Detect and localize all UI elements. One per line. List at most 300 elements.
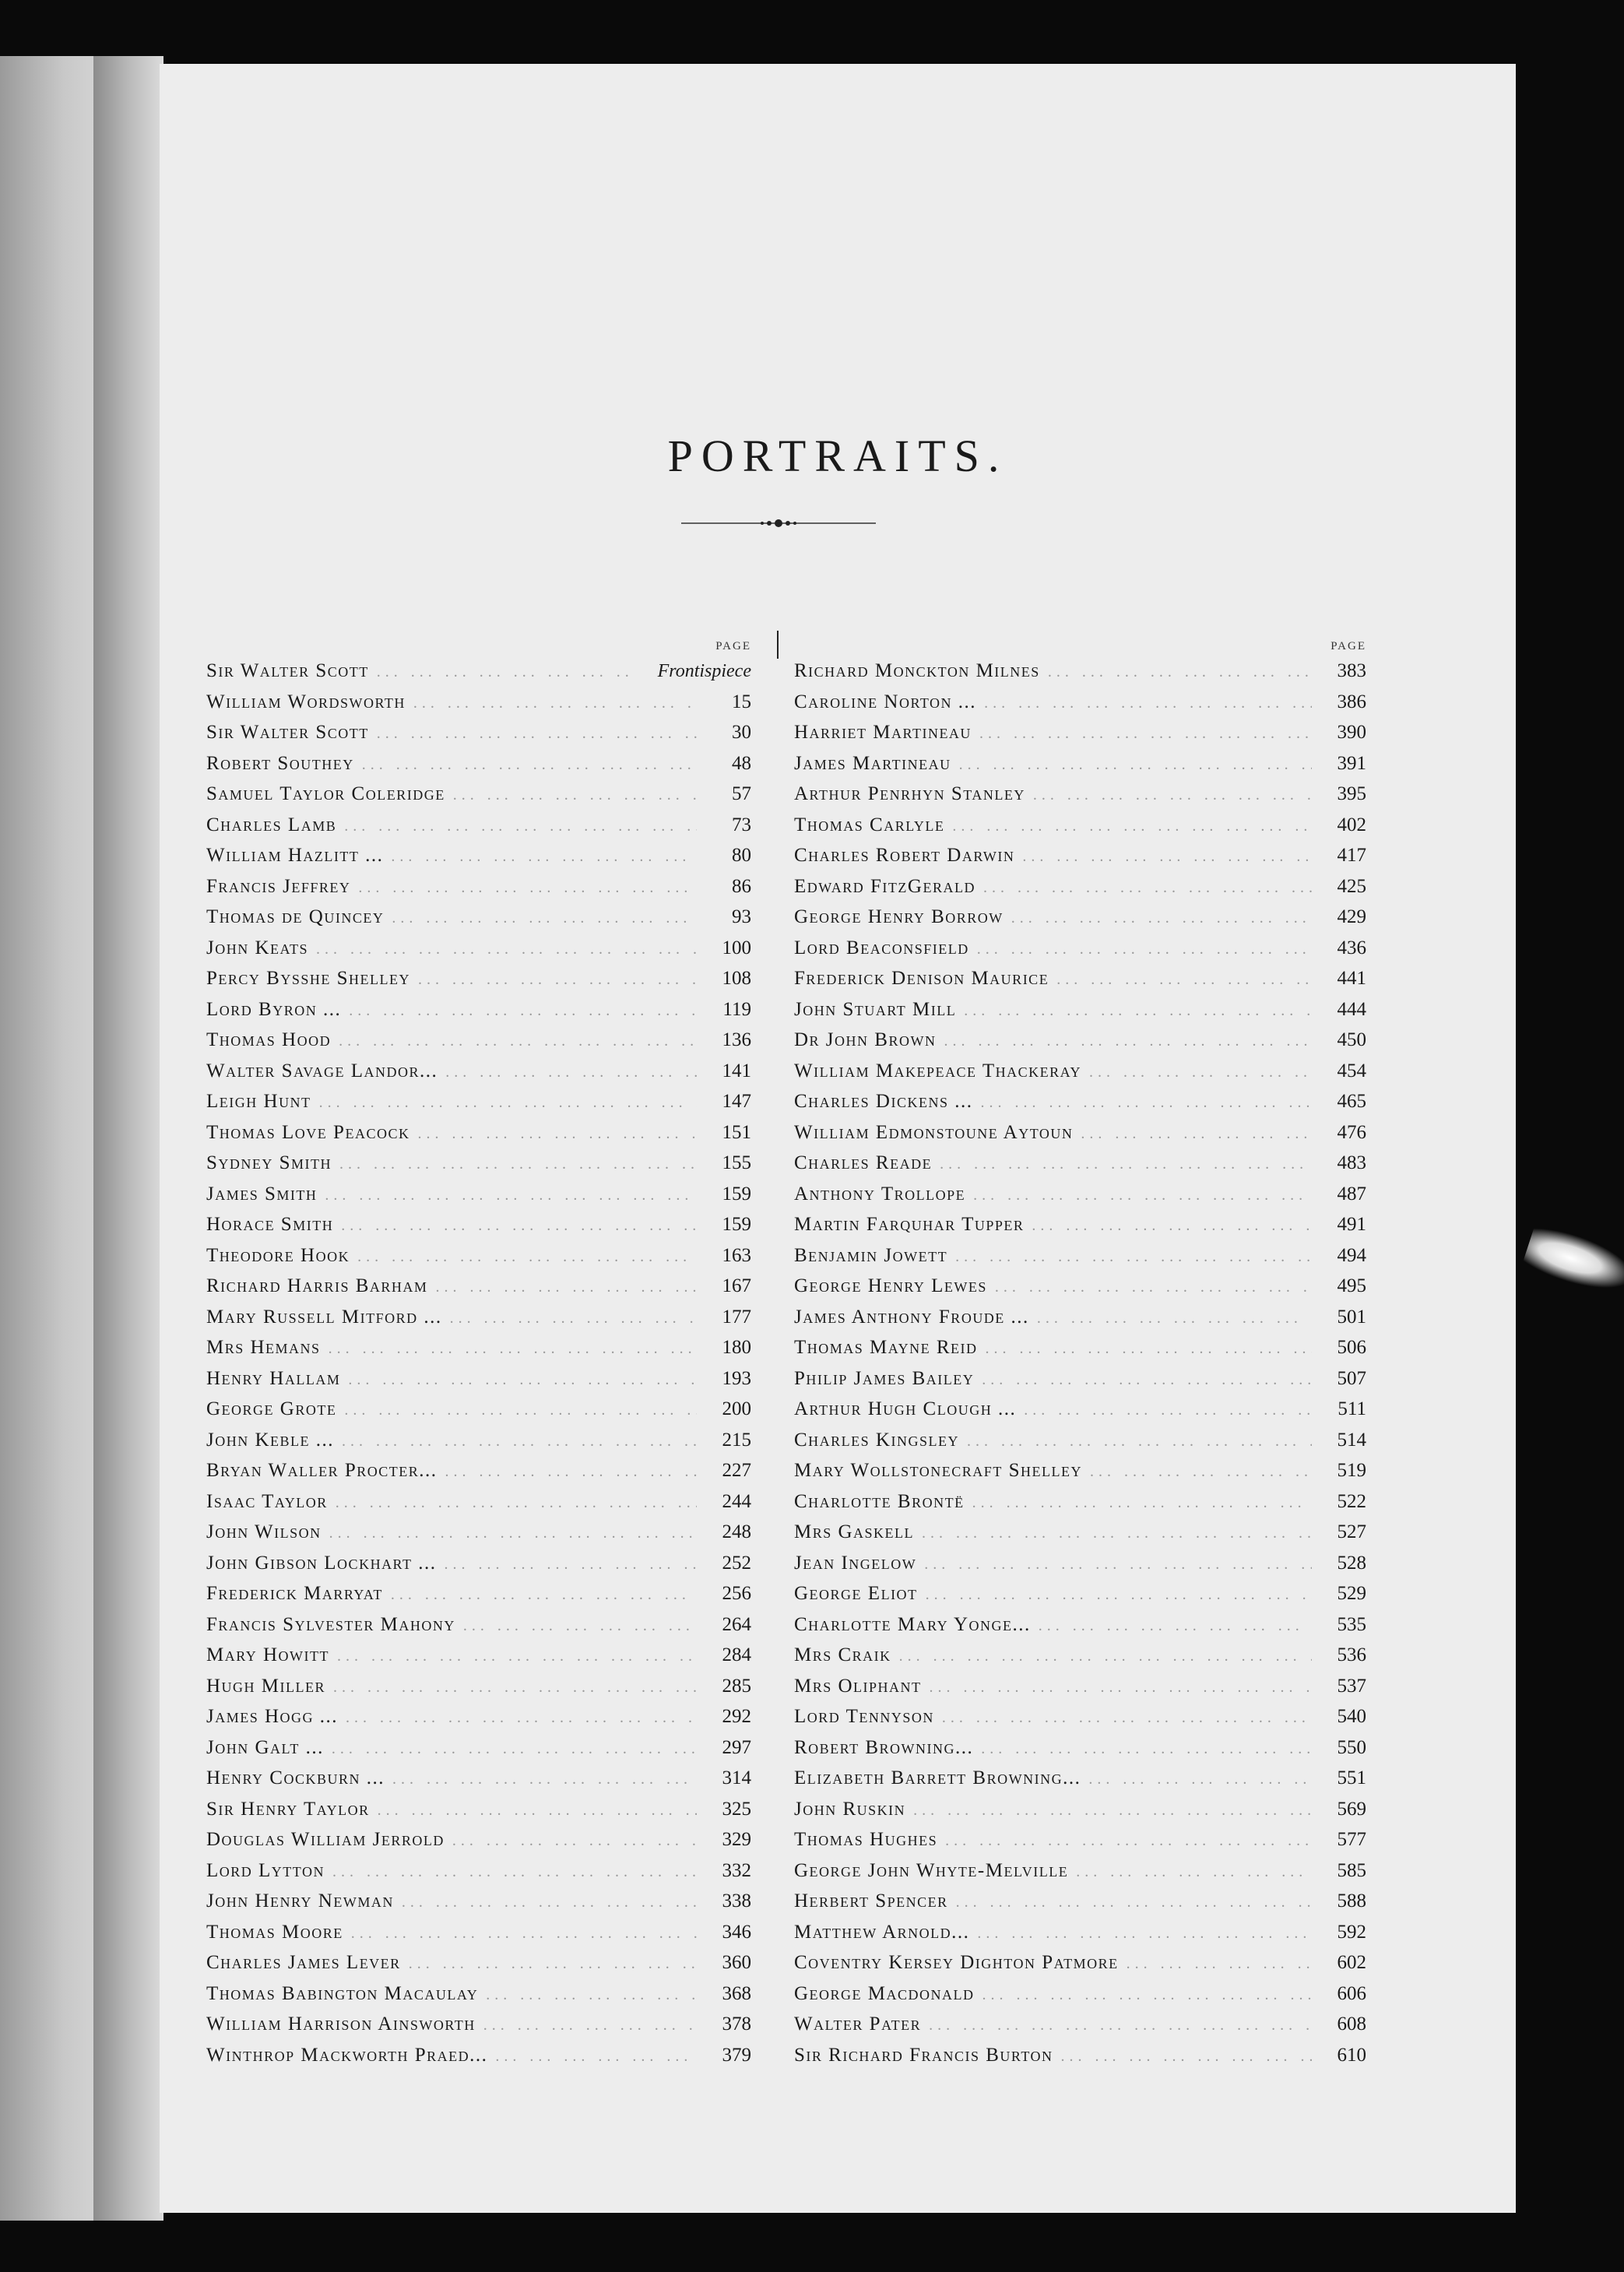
list-item <box>206 1553 751 1584</box>
dot-leader <box>1040 663 1312 681</box>
dot-leader <box>442 1310 697 1328</box>
list-item <box>206 1060 751 1092</box>
page-number: 108 <box>722 968 751 989</box>
portrait-name: George Macdonald <box>794 1982 975 2004</box>
page-number: 429 <box>1337 906 1366 927</box>
list-item <box>794 1706 1366 1737</box>
page-number: 346 <box>722 1921 751 1943</box>
dot-leader <box>401 1955 697 1973</box>
page-number: 610 <box>1337 2044 1366 2066</box>
list-item <box>794 1029 1366 1060</box>
list-item <box>794 1922 1366 1953</box>
document-page <box>160 64 1516 2213</box>
page-number: 256 <box>722 1583 751 1604</box>
list-item <box>794 937 1366 969</box>
dot-leader <box>332 1155 697 1173</box>
ornament-divider <box>681 515 876 531</box>
list-item <box>206 845 751 876</box>
list-item <box>794 1183 1366 1215</box>
dot-leader <box>1081 1064 1312 1081</box>
portrait-name: William Edmonstoune Aytoun <box>794 1121 1074 1143</box>
list-item <box>206 1521 751 1553</box>
page-number: Frontispiece <box>657 661 751 681</box>
page-number: 606 <box>1337 1982 1366 2004</box>
portrait-name: Thomas Moore <box>206 1921 343 1943</box>
page-number: 551 <box>1337 1767 1366 1788</box>
page-number: 569 <box>1337 1798 1366 1820</box>
page-number: 244 <box>722 1490 751 1512</box>
portrait-name: Mrs Oliphant <box>794 1675 922 1697</box>
dot-leader <box>891 1648 1312 1665</box>
page-number: 592 <box>1337 1921 1366 1943</box>
portrait-name: Thomas Hughes <box>794 1829 938 1850</box>
page-number: 73 <box>732 814 751 835</box>
dot-leader <box>445 786 697 804</box>
page-number: 314 <box>722 1767 751 1788</box>
list-item <box>206 1214 751 1245</box>
list-item <box>206 814 751 846</box>
dot-leader <box>333 1217 697 1235</box>
list-item <box>794 1614 1366 1645</box>
list-item <box>206 1799 751 1830</box>
dot-leader <box>914 1525 1312 1542</box>
portrait-name: John Keats <box>206 937 309 958</box>
page-number: 608 <box>1337 2013 1366 2035</box>
list-item <box>206 1952 751 1983</box>
portrait-name: Benjamin Jowett <box>794 1244 948 1266</box>
dot-leader <box>976 695 1312 712</box>
dot-leader <box>969 941 1312 958</box>
list-item <box>206 783 751 814</box>
dot-leader <box>916 1556 1312 1574</box>
dot-leader <box>317 1187 697 1205</box>
portrait-name: Walter Pater <box>794 2013 922 2035</box>
list-item <box>206 753 751 784</box>
portrait-name: John Gibson Lockhart ... <box>206 1552 437 1574</box>
dot-leader <box>1053 2048 1312 2066</box>
portrait-name: Frederick Marryat <box>206 1583 383 1604</box>
dot-leader <box>336 818 697 835</box>
portrait-name: Sir Henry Taylor <box>206 1798 370 1820</box>
list-item <box>206 906 751 937</box>
page-number: 391 <box>1337 752 1366 774</box>
portrait-name: Charles Dickens ... <box>794 1091 973 1112</box>
dot-leader <box>308 941 697 958</box>
dot-leader <box>972 725 1312 743</box>
portrait-name: Charles Lamb <box>206 814 337 835</box>
list-item <box>794 1676 1366 1707</box>
dot-leader <box>1014 848 1312 866</box>
dot-leader <box>410 1125 697 1143</box>
page-number: 483 <box>1337 1152 1366 1173</box>
dot-leader <box>978 1340 1312 1358</box>
dot-leader <box>905 1802 1312 1820</box>
portrait-name: Francis Sylvester Mahony <box>206 1613 455 1635</box>
page-number: 147 <box>722 1091 751 1112</box>
portrait-name: Thomas Love Peacock <box>206 1121 410 1143</box>
list-item <box>794 1152 1366 1183</box>
list-item <box>206 1275 751 1307</box>
list-item <box>794 1491 1366 1522</box>
portrait-name: Robert Southey <box>206 752 354 774</box>
portrait-name: William Wordsworth <box>206 691 406 712</box>
list-item <box>794 1214 1366 1245</box>
portrait-name: John Stuart Mill <box>794 998 957 1020</box>
page-number: 527 <box>1337 1521 1366 1542</box>
list-item <box>794 753 1366 784</box>
dot-leader <box>478 1986 697 2004</box>
page-number: 491 <box>1337 1214 1366 1235</box>
portrait-name: Percy Bysshe Shelley <box>206 968 410 989</box>
list-item <box>794 1583 1366 1614</box>
list-item <box>794 783 1366 814</box>
portrait-name: Robert Browning... <box>794 1736 974 1758</box>
page-number: 519 <box>1337 1460 1366 1481</box>
dot-leader <box>956 1002 1312 1020</box>
list-item <box>206 1644 751 1676</box>
page-number: 537 <box>1337 1675 1366 1697</box>
page-number: 402 <box>1337 814 1366 835</box>
dot-leader <box>354 756 697 774</box>
page-number: 514 <box>1337 1429 1366 1451</box>
dot-leader <box>987 1278 1312 1296</box>
list-item <box>206 1583 751 1614</box>
page-number: 338 <box>722 1890 751 1912</box>
portrait-name: Anthony Trollope <box>794 1183 966 1205</box>
page-number: 141 <box>722 1060 751 1081</box>
book-spine <box>93 56 163 2221</box>
list-item <box>206 1368 751 1399</box>
portrait-list-right <box>794 640 1366 2075</box>
portrait-name: Richard Harris Barham <box>206 1275 428 1296</box>
portrait-name: William Hazlitt ... <box>206 845 384 866</box>
portrait-name: Sydney Smith <box>206 1152 332 1173</box>
portrait-name: Thomas de Quincey <box>206 906 385 927</box>
dot-leader <box>445 1832 697 1850</box>
page-number: 329 <box>722 1829 751 1850</box>
page-number: 180 <box>722 1337 751 1358</box>
portrait-name: Douglas William Jerrold <box>206 1829 445 1850</box>
list-item <box>794 906 1366 937</box>
dot-leader <box>476 2017 697 2035</box>
list-item <box>794 1553 1366 1584</box>
page-number: 151 <box>722 1121 751 1143</box>
list-item <box>794 1398 1366 1430</box>
dot-leader <box>369 663 634 681</box>
portrait-name: Thomas Hood <box>206 1029 332 1050</box>
portrait-name: Sir Walter Scott <box>206 660 369 681</box>
list-item <box>794 691 1366 723</box>
dot-leader <box>1024 1217 1312 1235</box>
page-number: 585 <box>1337 1859 1366 1881</box>
page-number: 80 <box>732 845 751 866</box>
dot-leader <box>427 1278 697 1296</box>
dot-leader <box>944 818 1312 835</box>
dot-leader <box>975 879 1312 897</box>
list-item <box>206 1706 751 1737</box>
dot-leader <box>334 1433 697 1451</box>
list-item <box>206 1737 751 1768</box>
page-number: 48 <box>732 752 751 774</box>
page-number: 444 <box>1337 998 1366 1020</box>
page-number: 436 <box>1337 937 1366 958</box>
dot-leader <box>410 971 697 989</box>
dot-leader <box>340 1371 697 1389</box>
dot-leader <box>974 1371 1312 1389</box>
list-item <box>206 1122 751 1153</box>
dot-leader <box>1082 1463 1312 1481</box>
list-item <box>794 814 1366 846</box>
page-number: 159 <box>722 1214 751 1235</box>
page-column-header: PAGE <box>715 640 751 652</box>
portrait-name: Winthrop Mackworth Praed... <box>206 2044 488 2066</box>
portrait-name: Arthur Hugh Clough ... <box>794 1398 1017 1419</box>
portrait-name: John Keble ... <box>206 1429 335 1451</box>
dot-leader <box>325 1679 697 1697</box>
list-item <box>206 2045 751 2076</box>
list-item <box>794 722 1366 753</box>
page-number: 159 <box>722 1183 751 1205</box>
page-number: 536 <box>1337 1644 1366 1665</box>
list-item <box>206 1337 751 1368</box>
list-item <box>206 1460 751 1491</box>
column-divider <box>777 631 779 659</box>
page-number: 441 <box>1337 968 1366 989</box>
page-number: 506 <box>1337 1337 1366 1358</box>
portrait-name: Philip James Bailey <box>794 1367 975 1389</box>
page-number: 215 <box>722 1429 751 1451</box>
page-number: 252 <box>722 1552 751 1574</box>
list-item <box>794 845 1366 876</box>
portrait-name: James Hogg ... <box>206 1706 339 1727</box>
list-item <box>206 1676 751 1707</box>
portrait-name: James Anthony Froude ... <box>794 1306 1029 1328</box>
page-number: 588 <box>1337 1890 1366 1912</box>
page-number: 119 <box>722 998 751 1020</box>
list-item <box>206 1767 751 1799</box>
portrait-name: Lord Byron ... <box>206 998 342 1020</box>
list-item <box>206 1091 751 1122</box>
dot-leader <box>965 1187 1312 1205</box>
page-number: 200 <box>722 1398 751 1419</box>
page-number: 360 <box>722 1952 751 1973</box>
dot-leader <box>438 1463 698 1481</box>
page-title: PORTRAITS. <box>667 431 1008 481</box>
dot-leader <box>973 1740 1312 1758</box>
portrait-name: Charles Reade <box>794 1152 933 1173</box>
page-number: 93 <box>732 906 751 927</box>
portrait-name: William Harrison Ainsworth <box>206 2013 476 2035</box>
dot-leader <box>350 1248 697 1266</box>
portrait-name: Sir Walter Scott <box>206 722 369 743</box>
dot-leader <box>338 1709 697 1727</box>
list-item <box>794 1890 1366 1922</box>
list-item <box>206 1245 751 1276</box>
dot-leader <box>1081 1771 1312 1788</box>
dot-leader <box>922 1679 1312 1697</box>
page-number: 100 <box>722 937 751 958</box>
page-number: 284 <box>722 1644 751 1665</box>
dot-leader <box>311 1094 697 1112</box>
portrait-name: Leigh Hunt <box>206 1091 311 1112</box>
list-item <box>794 660 1366 691</box>
portrait-name: Horace Smith <box>206 1214 334 1235</box>
portrait-name: Samuel Taylor Coleridge <box>206 783 445 804</box>
portrait-list-left <box>206 640 751 2075</box>
page-number: 167 <box>722 1275 751 1296</box>
page-number: 395 <box>1337 783 1366 804</box>
list-item <box>794 1799 1366 1830</box>
page-number: 386 <box>1337 691 1366 712</box>
list-item <box>794 1737 1366 1768</box>
dot-leader <box>383 1586 697 1604</box>
list-item <box>794 1368 1366 1399</box>
page-number: 86 <box>732 875 751 897</box>
dot-leader <box>947 1248 1312 1266</box>
list-item <box>794 1122 1366 1153</box>
page-number: 476 <box>1337 1121 1366 1143</box>
page-number: 163 <box>722 1244 751 1266</box>
portrait-name: Mrs Gaskell <box>794 1521 915 1542</box>
dot-leader <box>1025 786 1312 804</box>
list-item <box>794 1430 1366 1461</box>
page-number: 390 <box>1337 722 1366 743</box>
list-item <box>794 2013 1366 2045</box>
portrait-name: James Martineau <box>794 752 951 774</box>
portrait-name: Lord Beaconsfield <box>794 937 969 958</box>
list-item <box>794 968 1366 999</box>
page-number: 325 <box>722 1798 751 1820</box>
page-number: 465 <box>1337 1091 1366 1112</box>
dot-leader <box>973 1094 1313 1112</box>
list-item <box>794 1307 1366 1338</box>
list-item <box>794 1091 1366 1122</box>
dot-leader <box>959 1433 1312 1451</box>
portrait-name: Elizabeth Barrett Browning... <box>794 1767 1081 1788</box>
portrait-name: Walter Savage Landor... <box>206 1060 438 1081</box>
page-number: 450 <box>1337 1029 1366 1050</box>
portrait-name: Charles Kingsley <box>794 1429 959 1451</box>
page-number: 507 <box>1337 1367 1366 1389</box>
list-item <box>206 876 751 907</box>
page-number: 368 <box>722 1982 751 2004</box>
portrait-name: Henry Cockburn ... <box>206 1767 385 1788</box>
dot-leader <box>328 1494 697 1512</box>
list-item <box>206 1307 751 1338</box>
portrait-name: William Makepeace Thackeray <box>794 1060 1081 1081</box>
list-item <box>794 1860 1366 1891</box>
portrait-name: George Eliot <box>794 1583 918 1604</box>
list-item <box>206 1152 751 1183</box>
page-number: 494 <box>1337 1244 1366 1266</box>
portrait-name: George Henry Borrow <box>794 906 1004 927</box>
portrait-name: Richard Monckton Milnes <box>794 660 1040 681</box>
dot-leader <box>937 1832 1312 1850</box>
list-item <box>206 1614 751 1645</box>
page-number: 540 <box>1337 1706 1366 1727</box>
portrait-name: Arthur Penrhyn Stanley <box>794 783 1025 804</box>
page-number: 577 <box>1337 1829 1366 1850</box>
page-number: 417 <box>1337 845 1366 866</box>
portrait-name: Herbert Spencer <box>794 1890 948 1912</box>
list-item <box>206 1183 751 1215</box>
portrait-name: Sir Richard Francis Burton <box>794 2044 1053 2066</box>
dot-leader <box>322 1525 697 1542</box>
list-item <box>794 1521 1366 1553</box>
dot-leader <box>487 2048 697 2066</box>
portrait-name: Mrs Hemans <box>206 1337 321 1358</box>
portrait-name: Mary Howitt <box>206 1644 330 1665</box>
dot-leader <box>406 695 697 712</box>
portrait-name: Thomas Carlyle <box>794 814 945 835</box>
dot-leader <box>438 1064 697 1081</box>
page-number: 378 <box>722 2013 751 2035</box>
page-number: 136 <box>722 1029 751 1050</box>
portrait-name: Bryan Waller Procter... <box>206 1460 438 1481</box>
list-item <box>206 1983 751 2014</box>
dot-leader <box>1031 1617 1312 1635</box>
portrait-name: Mary Russell Mitford ... <box>206 1306 442 1328</box>
page-number: 264 <box>722 1613 751 1635</box>
dot-leader <box>934 1709 1312 1727</box>
portrait-name: Theodore Hook <box>206 1244 350 1266</box>
page-number: 425 <box>1337 875 1366 897</box>
list-item <box>206 1430 751 1461</box>
dot-leader <box>921 2017 1312 2035</box>
portrait-name: Harriet Martineau <box>794 722 972 743</box>
portrait-name: Thomas Babington Macaulay <box>206 1982 479 2004</box>
dot-leader <box>1049 971 1312 989</box>
dot-leader <box>975 1986 1312 2004</box>
dot-leader <box>394 1894 697 1912</box>
list-item <box>794 1983 1366 2014</box>
portrait-name: Charlotte Mary Yonge... <box>794 1613 1031 1635</box>
dot-leader <box>969 1925 1312 1943</box>
dot-leader <box>383 848 697 866</box>
list-item <box>794 1275 1366 1307</box>
light-glare <box>1521 1222 1624 1300</box>
dot-leader <box>331 1032 697 1050</box>
portrait-name: James Smith <box>206 1183 318 1205</box>
dot-leader <box>325 1863 697 1881</box>
page-number: 57 <box>732 783 751 804</box>
portrait-name: Dr John Brown <box>794 1029 937 1050</box>
dot-leader <box>369 725 697 743</box>
dot-leader <box>936 1032 1312 1050</box>
dot-leader <box>341 1002 697 1020</box>
dot-leader <box>932 1155 1312 1173</box>
portrait-name: George Henry Lewes <box>794 1275 987 1296</box>
portrait-name: Caroline Norton ... <box>794 691 977 712</box>
dot-leader <box>321 1340 697 1358</box>
page-number: 602 <box>1337 1952 1366 1973</box>
dot-leader <box>1068 1863 1312 1881</box>
page-number: 332 <box>722 1859 751 1881</box>
dot-leader <box>948 1894 1312 1912</box>
dot-leader <box>370 1802 697 1820</box>
page-number: 15 <box>732 691 751 712</box>
dot-leader <box>1073 1125 1312 1143</box>
page-number: 248 <box>722 1521 751 1542</box>
list-item <box>206 999 751 1030</box>
list-item <box>206 968 751 999</box>
portrait-name: Henry Hallam <box>206 1367 341 1389</box>
list-item <box>206 1029 751 1060</box>
dot-leader <box>951 756 1312 774</box>
page-number: 550 <box>1337 1736 1366 1758</box>
list-item <box>206 1922 751 1953</box>
dot-leader <box>343 1925 697 1943</box>
